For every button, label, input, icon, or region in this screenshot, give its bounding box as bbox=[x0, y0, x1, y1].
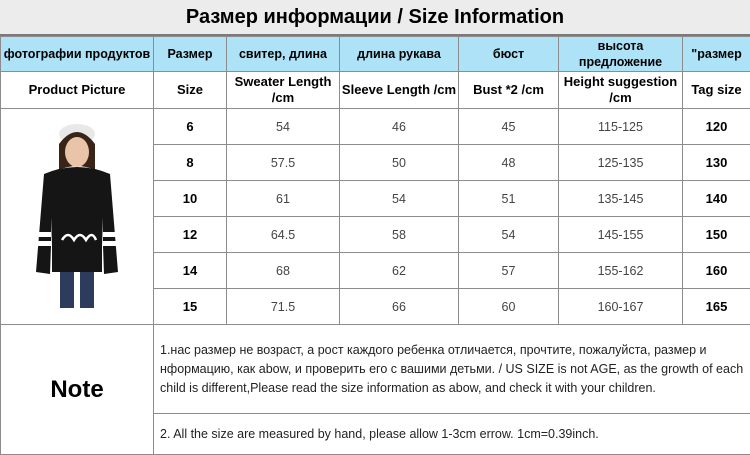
tag-cell: 130 bbox=[683, 145, 750, 181]
height-cell: 135-145 bbox=[559, 181, 683, 217]
bust-cell: 54 bbox=[459, 217, 559, 253]
note-text-1: 1.нас размер не возраст, а рост каждого ребенка отличается, прочтите, пожалуйста, размер и нформацию, как abow, и проверить его с вашими детьми. / US SIZE is not AGE, as the growth of each child is different,Please read the size information as abow, and check it with your children. bbox=[154, 325, 750, 414]
bust-cell: 60 bbox=[459, 289, 559, 325]
bust-cell: 48 bbox=[459, 145, 559, 181]
table-row bbox=[1, 109, 750, 145]
header-en-height: Height suggestion /cm bbox=[559, 72, 683, 109]
product-photo bbox=[1, 109, 154, 325]
sleeve-cell: 50 bbox=[340, 145, 459, 181]
height-cell: 160-167 bbox=[559, 289, 683, 325]
page-title: Размер информации / Size Information bbox=[0, 0, 750, 36]
size-cell: 6 bbox=[154, 109, 227, 145]
bust-cell: 45 bbox=[459, 109, 559, 145]
size-cell: 8 bbox=[154, 145, 227, 181]
header-en-sleeve: Sleeve Length /cm bbox=[340, 72, 459, 109]
header-en-length: Sweater Length /cm bbox=[227, 72, 340, 109]
tag-cell: 165 bbox=[683, 289, 750, 325]
height-cell: 115-125 bbox=[559, 109, 683, 145]
bust-cell: 57 bbox=[459, 253, 559, 289]
tag-cell: 150 bbox=[683, 217, 750, 253]
header-en-bust: Bust *2 /cm bbox=[459, 72, 559, 109]
sleeve-cell: 54 bbox=[340, 181, 459, 217]
header-ru-length: свитер, длина bbox=[227, 37, 340, 72]
header-ru-tag: "размер bbox=[683, 37, 750, 72]
size-table bbox=[0, 36, 750, 455]
length-cell: 64.5 bbox=[227, 217, 340, 253]
header-row-ru bbox=[1, 37, 750, 72]
header-ru-bust: бюст bbox=[459, 37, 559, 72]
length-cell: 57.5 bbox=[227, 145, 340, 181]
header-en-tag: Tag size bbox=[683, 72, 750, 109]
tag-cell: 160 bbox=[683, 253, 750, 289]
length-cell: 71.5 bbox=[227, 289, 340, 325]
header-row-en bbox=[1, 72, 750, 109]
length-cell: 54 bbox=[227, 109, 340, 145]
sleeve-cell: 62 bbox=[340, 253, 459, 289]
header-ru-size: Размер bbox=[154, 37, 227, 72]
height-cell: 125-135 bbox=[559, 145, 683, 181]
note-text-2: 2. All the size are measured by hand, please allow 1-3cm errow. 1cm=0.39inch. bbox=[154, 414, 750, 455]
height-cell: 155-162 bbox=[559, 253, 683, 289]
tag-cell: 140 bbox=[683, 181, 750, 217]
height-cell: 145-155 bbox=[559, 217, 683, 253]
size-cell: 14 bbox=[154, 253, 227, 289]
note-row bbox=[1, 325, 750, 414]
size-cell: 15 bbox=[154, 289, 227, 325]
sleeve-cell: 46 bbox=[340, 109, 459, 145]
header-ru-height: высота предложение bbox=[559, 37, 683, 72]
header-en-picture: Product Picture bbox=[1, 72, 154, 109]
size-cell: 12 bbox=[154, 217, 227, 253]
note-label: Note bbox=[1, 325, 154, 455]
length-cell: 68 bbox=[227, 253, 340, 289]
size-cell: 10 bbox=[154, 181, 227, 217]
sleeve-cell: 58 bbox=[340, 217, 459, 253]
sleeve-cell: 66 bbox=[340, 289, 459, 325]
header-ru-sleeve: длина рукава bbox=[340, 37, 459, 72]
header-ru-picture: фотографии продуктов bbox=[1, 37, 154, 72]
tag-cell: 120 bbox=[683, 109, 750, 145]
girl-in-black-sweatshirt-icon bbox=[32, 122, 122, 312]
length-cell: 61 bbox=[227, 181, 340, 217]
bust-cell: 51 bbox=[459, 181, 559, 217]
header-en-size: Size bbox=[154, 72, 227, 109]
